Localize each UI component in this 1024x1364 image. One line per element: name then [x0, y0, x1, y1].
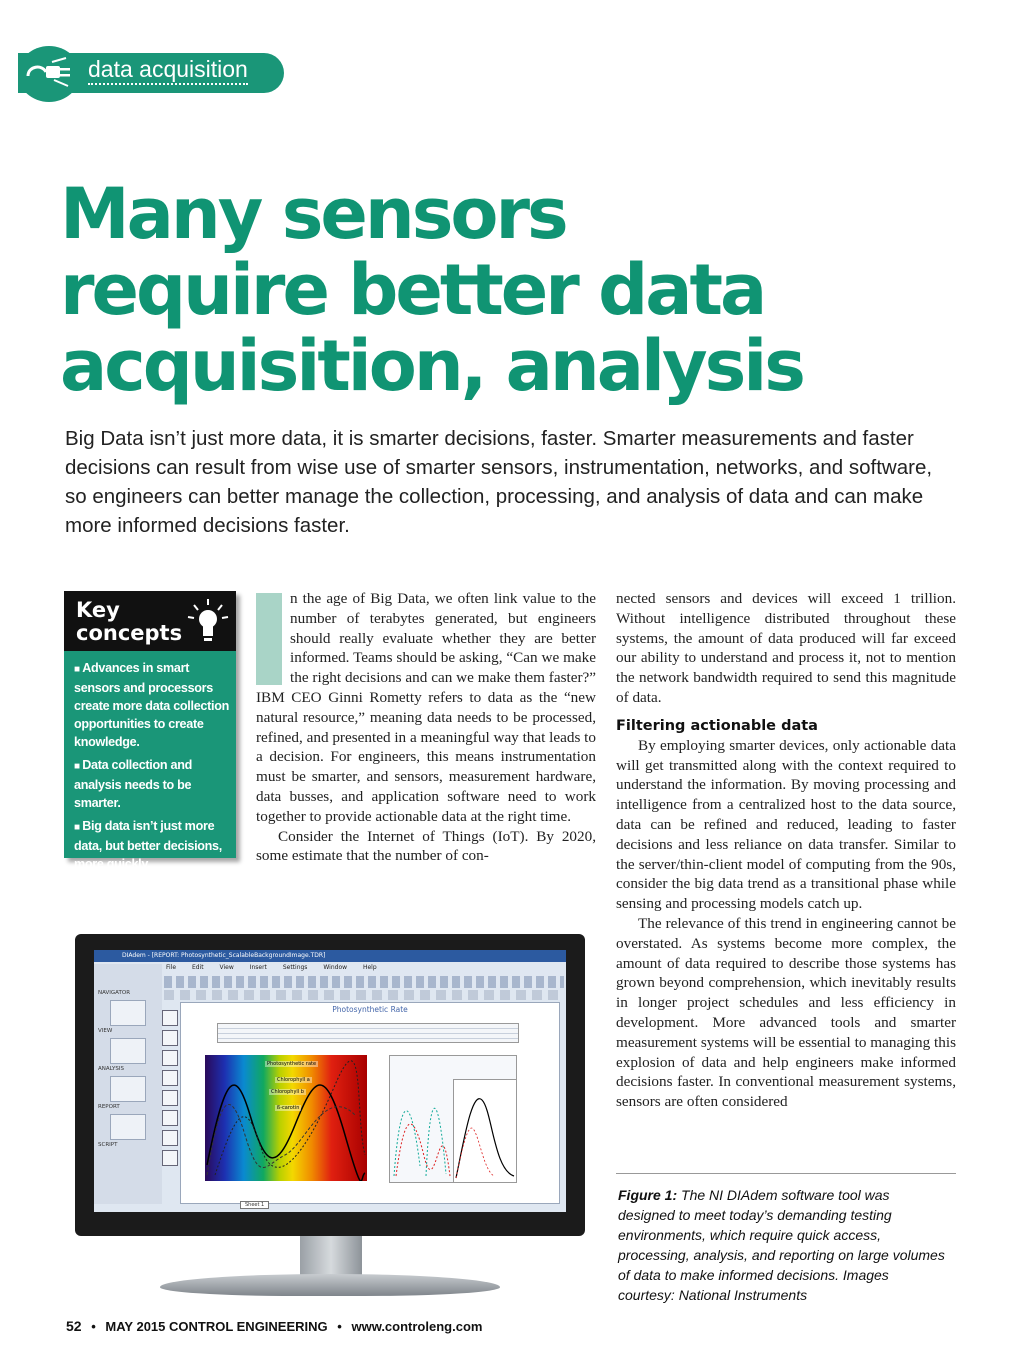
screenshot-toolbar-2 — [164, 990, 564, 1000]
caption-divider — [616, 1173, 956, 1174]
menu-item: View — [219, 964, 234, 971]
menu-item: File — [166, 964, 177, 971]
plot-tag: Photosynthetic rate — [267, 1061, 317, 1067]
page-footer — [66, 1318, 482, 1334]
menu-item: Window — [323, 964, 348, 971]
sheet-tab: Sheet 1 — [240, 1201, 269, 1209]
spectrum-plot — [205, 1055, 367, 1181]
nav-label: NAVIGATOR — [98, 990, 131, 996]
body-paragraph: Consider the Internet of Things (IoT). By 2020, some estimate that the number of con- — [256, 827, 596, 865]
article-column-1 — [256, 589, 596, 866]
body-paragraph: By employing smarter devices, only actionable data will get transmitted along with the context required to understand the information. By moving processing and intelligence from a centralized host to the data source, data can be refined and reduced, leading to faster decisions and less reliance on data transfer. Similar to the server/thin-client model of computing from the 90s, consider the big data trend as a transitional phase while sensing and processing models catch up. — [616, 736, 956, 913]
body-paragraph: n the age of Big Data, we often link value to the number of terabytes generated, but engineers should really evaluate whether they are better informed. Teams should be asking, “Can we make the right decisions and can we make them faster?” IBM CEO Ginni Rometty refers to data as the “new natural resource,” meaning data needs to be processed, refined, and presented in a meaningful way that leads to a decision. For engineers, this means instrumentation must be smarter, and sensors, measurement hardware, data busses, and application software need to work together to provide actionable data at the right time. — [256, 590, 596, 825]
absorption-plot-inset — [453, 1079, 517, 1183]
lightbulb-icon — [182, 595, 230, 647]
deck: Big Data isn’t just more data, it is smarter decisions, faster. Smarter measurements and faster decisions can result from wise use of smarter sensors, instrumentation, networks, and software, so engineers can better manage the collection, processing, and analysis of data and can make more informed decisions faster. — [65, 427, 933, 537]
nav-label: REPORT — [98, 1104, 120, 1110]
menu-item: Edit — [191, 964, 204, 971]
spectrum-curves — [205, 1055, 367, 1181]
menu-item: Help — [362, 964, 377, 971]
website-url: www.controleng.com — [351, 1319, 483, 1334]
plot-tag: Chlorophyll b — [271, 1089, 304, 1095]
view-icon — [110, 1038, 146, 1064]
key-concepts-header — [64, 591, 236, 651]
figure-caption — [618, 1185, 948, 1305]
navigator-icon — [110, 1000, 146, 1026]
headline — [60, 173, 960, 407]
footer-separator: • — [337, 1319, 342, 1334]
headline-line-2: require better data — [60, 249, 765, 331]
key-concepts-title-line-1: Key — [76, 598, 120, 622]
menu-item: Insert — [249, 964, 267, 971]
report-icon — [110, 1114, 146, 1140]
tool-icon — [162, 1090, 178, 1106]
headline-line-3: acquisition, analysis — [60, 325, 803, 407]
figure-caption-text: The NI DIAdem software tool was designed to meet today’s demanding testing environments, which require quick access, processing, analysis, and reporting on large volumes of data to make informed decisions. Images courtesy: National Instruments — [618, 1187, 945, 1303]
key-concepts-list — [74, 659, 232, 878]
screenshot-toolbar — [164, 976, 564, 988]
tool-icon — [162, 1070, 178, 1086]
page-number: 52 — [66, 1318, 82, 1334]
tool-icon — [162, 1030, 178, 1046]
tool-icon — [162, 1150, 178, 1166]
footer-separator: • — [91, 1319, 96, 1334]
screenshot-title-bar: DIAdem - [REPORT: Photosynthetic_ScalableBackgroundImage.TDR] — [94, 950, 566, 962]
screenshot-menu-bar — [166, 964, 566, 974]
plot-tag: Chlorophyll a — [277, 1077, 310, 1083]
nav-label: VIEW — [98, 1028, 113, 1034]
report-table — [217, 1023, 519, 1043]
key-concepts-box — [64, 591, 236, 871]
list-item: ■ Advances in smart sensors and processors create more data collection opportunities to create knowledge. — [74, 659, 232, 751]
subhead: Filtering actionable data — [616, 717, 818, 734]
body-paragraph: nected sensors and devices will exceed 1 trillion. Without intelligence distributed throughout these systems, the amount of data produced will far exceed our ability to understand and process it, not to mention the network bandwidth required to send this magnitude of data. — [616, 590, 956, 706]
key-concepts-title-line-2: concepts — [76, 621, 183, 645]
plot-tag: ß-carotin — [277, 1105, 300, 1111]
report-document — [180, 1002, 560, 1204]
analysis-icon — [110, 1076, 146, 1102]
monitor-stand-base — [160, 1274, 500, 1296]
tool-icon — [162, 1050, 178, 1066]
absorption-inset-curve — [454, 1080, 516, 1182]
list-item: ■ Big data isn’t just more data, but better decisions, more quickly. — [74, 817, 232, 873]
tool-icon — [162, 1110, 178, 1126]
screenshot-nav-panel — [94, 964, 162, 1204]
list-item: ■ Data collection and analysis needs to be smarter. — [74, 756, 232, 812]
key-concepts-title — [76, 599, 182, 645]
tool-icon — [162, 1010, 178, 1026]
sensor-plug-icon — [22, 56, 80, 90]
monitor-stand-neck — [300, 1236, 362, 1276]
drop-cap-letter-i — [256, 593, 282, 685]
headline-line-1: Many sensors — [60, 173, 566, 255]
menu-item: Settings — [282, 964, 308, 971]
nav-label: ANALYSIS — [98, 1066, 124, 1072]
sheet-tab-bar — [180, 1202, 380, 1210]
article-column-2 — [616, 589, 956, 1112]
software-screenshot — [94, 950, 566, 1212]
section-tab-label: data acquisition — [88, 56, 248, 85]
report-title: Photosynthetic Rate — [332, 1005, 408, 1014]
issue-line: MAY 2015 CONTROL ENGINEERING — [105, 1319, 328, 1334]
body-paragraph: The relevance of this trend in engineering cannot be overstated. As systems become more complex, the amount of data required to describe those systems has grown beyond comprehension, which inevitably results in longer project schedules and less efficiency in development. More advanced tools and smarter measurement systems will be essential to managing this explosion of data and help engineers make informed decisions faster. In conventional measurement systems, sensors are often considered — [616, 914, 956, 1111]
tool-icon — [162, 1130, 178, 1146]
figure-label: Figure 1: — [618, 1187, 678, 1203]
nav-label: SCRIPT — [98, 1142, 118, 1148]
